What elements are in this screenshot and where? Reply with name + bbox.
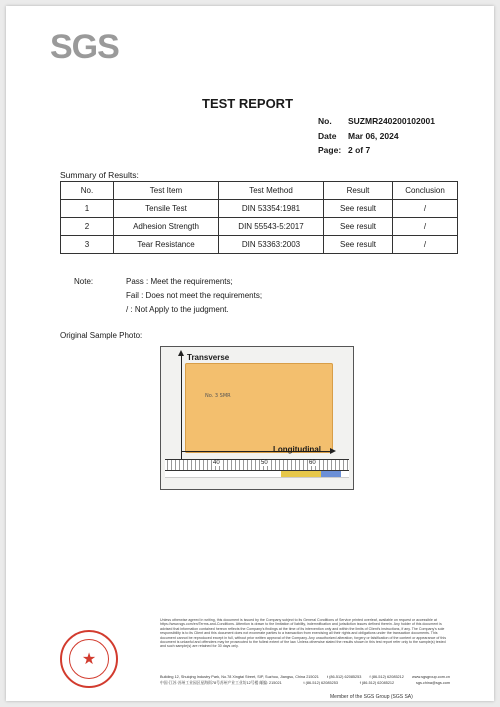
ruler-tag-yellow <box>281 471 321 477</box>
phone: t (86-512) 62085253 <box>326 675 362 679</box>
meta-row-page <box>318 143 435 158</box>
address-block <box>160 674 450 686</box>
report-meta <box>318 114 435 158</box>
ruler-mark: 60 <box>309 460 316 466</box>
longitudinal-label: Longitudinal <box>273 445 321 454</box>
photo-label: Original Sample Photo: <box>60 331 143 340</box>
website: www.sgsgroup.com.cn <box>412 675 450 679</box>
meta-value: 2 of 7 <box>348 145 371 155</box>
note-label: Note: <box>74 277 94 286</box>
cell-conclusion: / <box>393 236 458 254</box>
report-title: TEST REPORT <box>202 96 294 111</box>
header-no: No. <box>61 182 114 200</box>
phone: t (86-512) 62085253 <box>303 681 338 685</box>
cell-conclusion: / <box>393 218 458 236</box>
sample-sheet <box>185 363 333 453</box>
sample-photo <box>160 346 354 490</box>
meta-row-number <box>318 114 435 129</box>
cell-conclusion: / <box>393 200 458 218</box>
header-test-item: Test Item <box>114 182 219 200</box>
cell-result: See result <box>324 218 393 236</box>
address: Building 12, Shuiqing Industry Park, No.78 Xingtai Street, SIP, Suzhou, Jiangsu, China 215021 <box>160 675 319 679</box>
company-seal <box>60 630 118 688</box>
address-row-cn <box>160 680 450 686</box>
fax: f (86-512) 62085212 <box>359 681 395 685</box>
table-row <box>61 200 458 218</box>
header-test-method: Test Method <box>219 182 324 200</box>
member-line: Member of the SGS Group (SGS SA) <box>330 694 413 700</box>
sgs-logo: SGS <box>50 28 119 66</box>
note-line-pass: Pass : Meet the requirements; <box>126 277 233 286</box>
cell-test-method: DIN 55543-5:2017 <box>219 218 324 236</box>
ruler <box>165 459 349 471</box>
meta-key: Page: <box>318 145 342 155</box>
table-row <box>61 236 458 254</box>
cell-no: 1 <box>61 200 114 218</box>
transverse-label: Transverse <box>187 353 230 362</box>
cell-no: 2 <box>61 218 114 236</box>
header-conclusion: Conclusion <box>393 182 458 200</box>
ruler-tag-blue <box>321 471 341 477</box>
header-result: Result <box>324 182 393 200</box>
meta-key: No. <box>318 116 332 126</box>
cell-test-item: Tensile Test <box>114 200 219 218</box>
seal-star-icon: ★ <box>69 639 109 679</box>
fax: f (86-512) 62085212 <box>369 675 404 679</box>
note-section <box>74 275 263 314</box>
summary-label: Summary of Results: <box>60 170 139 180</box>
cell-result: See result <box>324 200 393 218</box>
meta-key: Date <box>318 130 337 141</box>
email: sgs.china@sgs.com <box>415 681 450 685</box>
results-table <box>60 181 458 254</box>
cell-test-item: Tear Resistance <box>114 236 219 254</box>
cell-no: 3 <box>61 236 114 254</box>
meta-value: Mar 06, 2024 <box>348 130 399 141</box>
sample-mark: No. 3 SMR <box>205 393 231 399</box>
note-line-na: / : Not Apply to the judgment. <box>126 305 229 314</box>
transverse-arrow <box>181 353 182 459</box>
note-line-fail: Fail : Does not meet the requirements; <box>126 291 263 300</box>
report-page <box>6 6 494 701</box>
meta-row-date <box>318 129 435 144</box>
cell-test-method: DIN 53363:2003 <box>219 236 324 254</box>
meta-value: SUZMR240200102001 <box>348 116 435 126</box>
ruler-mark: 40 <box>213 460 220 466</box>
cell-test-item: Adhesion Strength <box>114 218 219 236</box>
table-row <box>61 218 458 236</box>
cell-test-method: DIN 53354:1981 <box>219 200 324 218</box>
cell-result: See result <box>324 236 393 254</box>
address: 中国·江苏·苏州工业园区星海街78号苏州产业工业坊12号楼 邮编: 215021 <box>160 681 282 685</box>
disclaimer-text: Unless otherwise agreed in writing, this document is issued by the Company subject to its General Conditions of Service printed overleaf, available on request or accessible at https://www.sgs.com/en/Terms-and-Conditions. Attention is drawn to the limitation of liability, indemnification and jurisdiction issues defined therein. Any holder of this document is advised that information contained hereon reflects the Company's findings at the time of its intervention only and within the limits of Client's instructions, if any. The Company's sole responsibility is to its Client and this document does not exonerate parties to a transaction from exercising all their rights and obligations under the transaction documents. This document cannot be reproduced except in full, without prior written approval of the Company. Any unauthorized alteration, forgery or falsification of the content or appearance of this document is unlawful and offenders may be prosecuted to the fullest extent of the law. Unless otherwise stated the results shown in this test report refer only to the sample(s) tested and such sample(s) are retained for 30 days only. <box>160 618 447 649</box>
table-header-row <box>61 182 458 200</box>
ruler-mark: 50 <box>261 460 268 466</box>
